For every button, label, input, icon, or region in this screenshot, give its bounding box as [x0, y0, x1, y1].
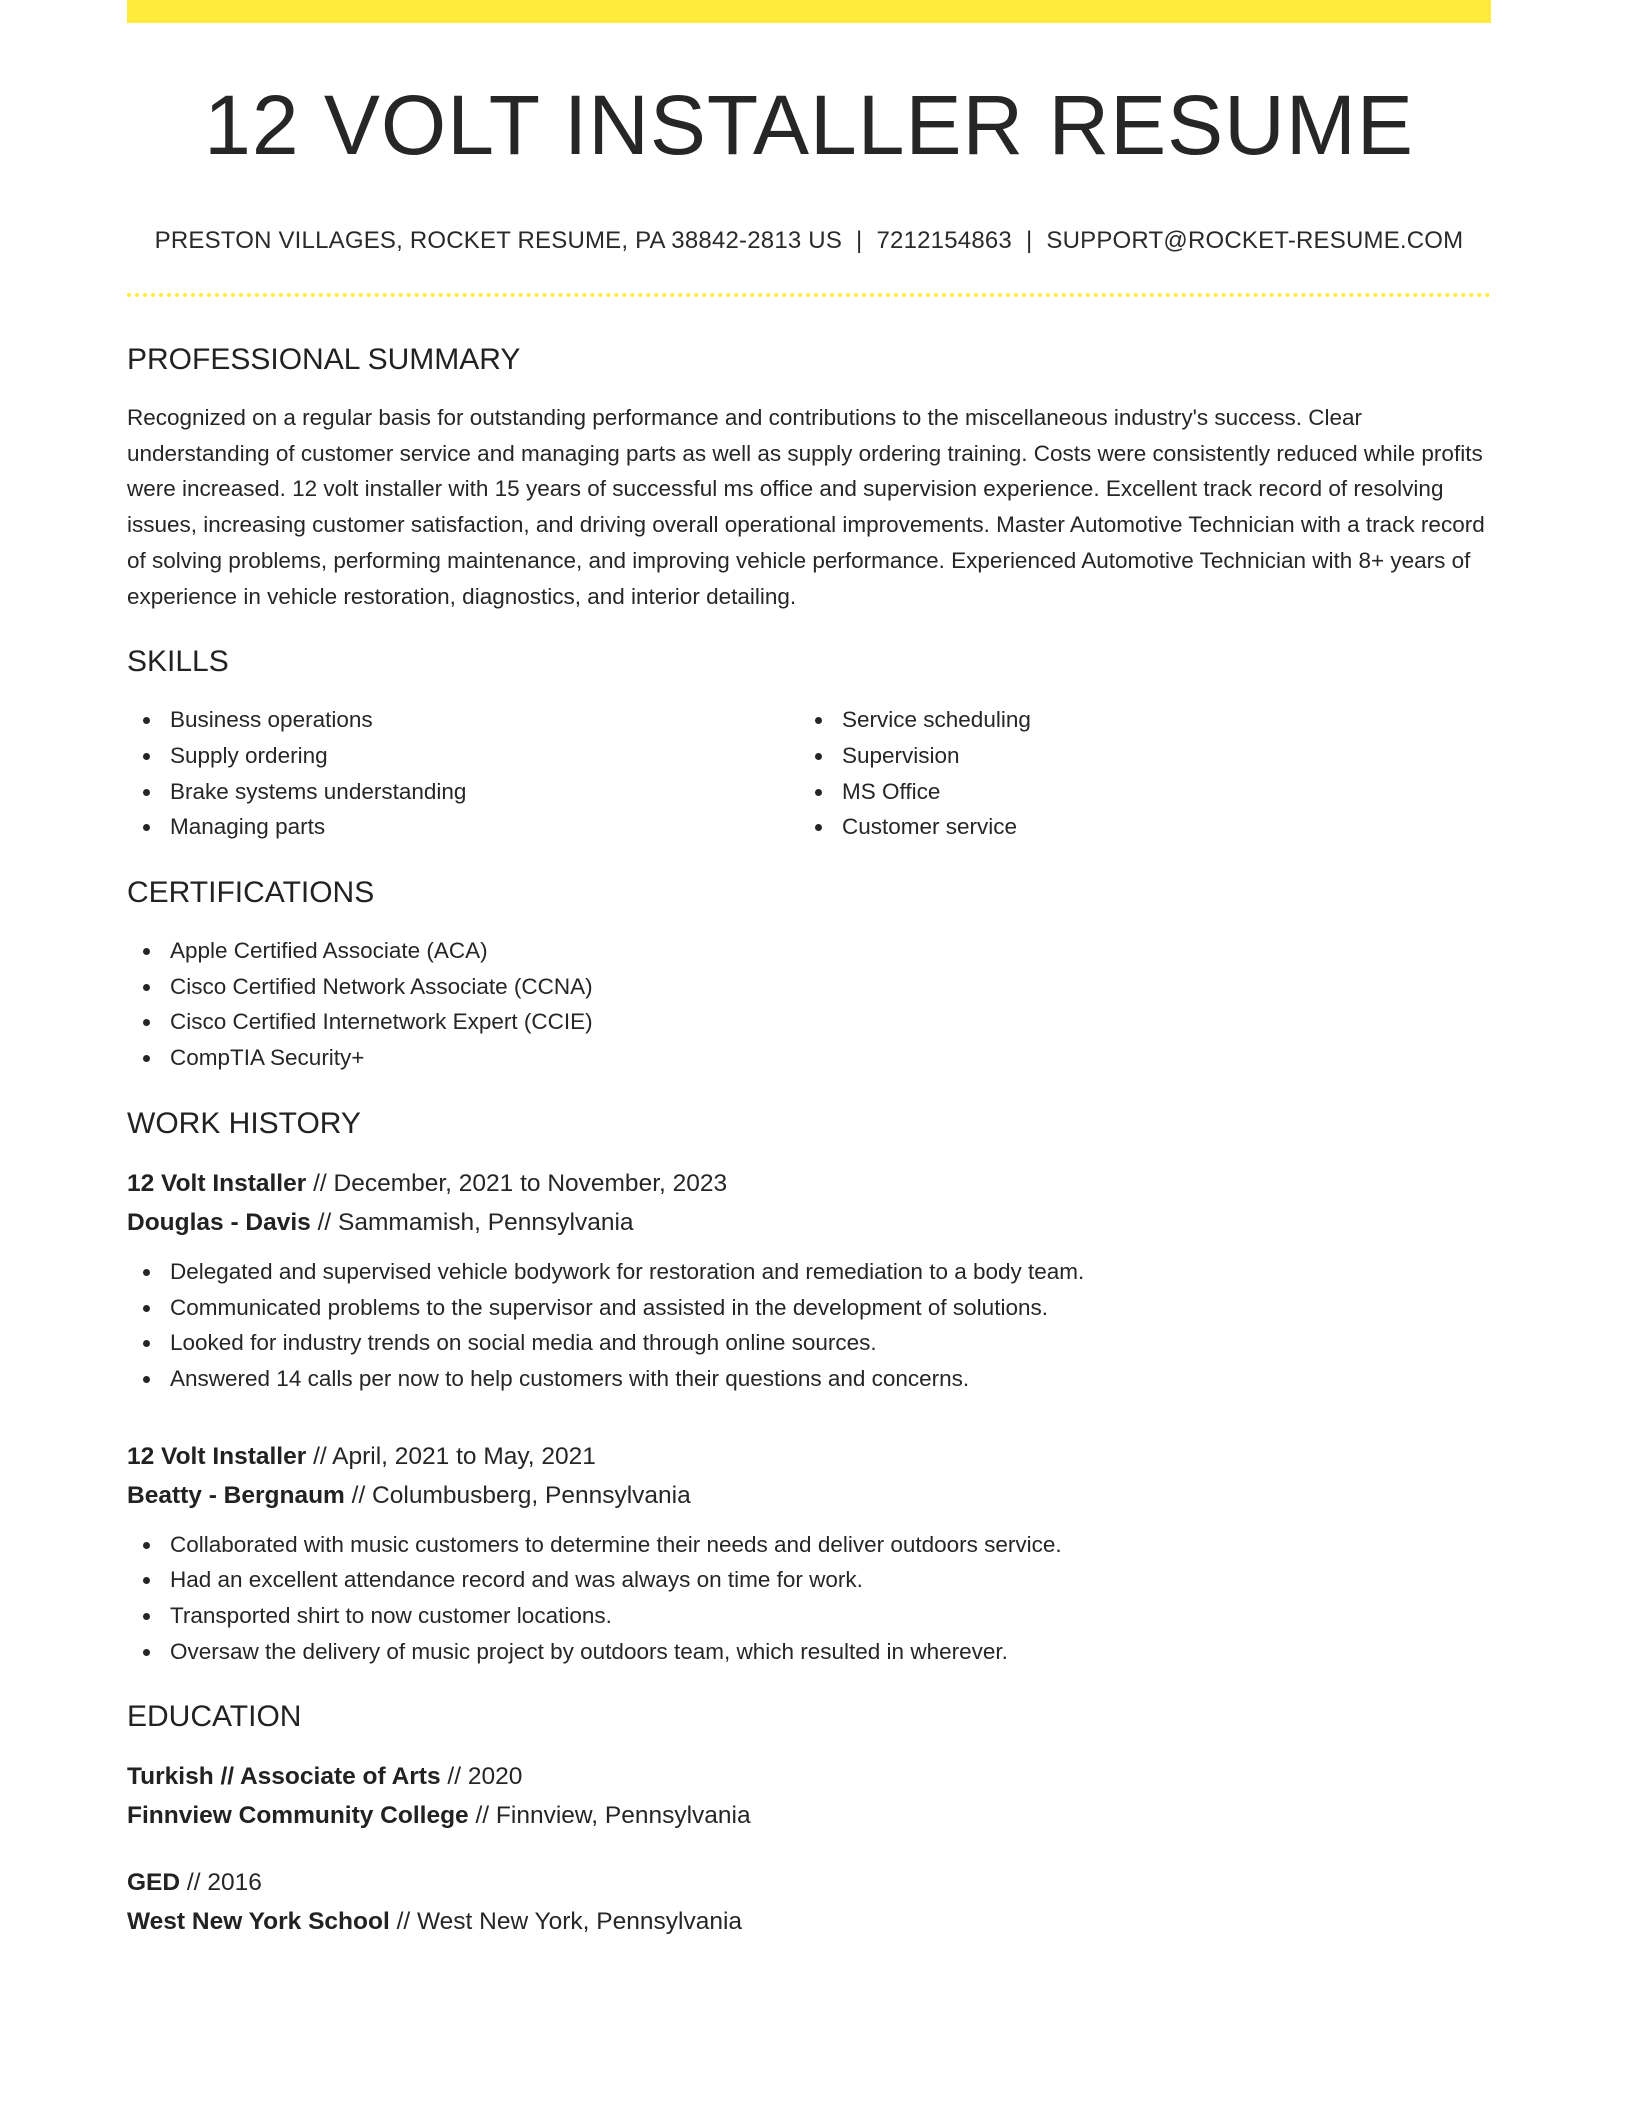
job-dates: // April, 2021 to May, 2021 — [306, 1442, 596, 1470]
skills-column-left — [127, 702, 799, 845]
education-location: // Finnview, Pennsylvania — [468, 1802, 751, 1830]
top-accent-bar — [127, 0, 1491, 23]
job-company: Douglas - Davis — [127, 1208, 311, 1236]
job-duty: Had an excellent attendance record and was always on time for work. — [127, 1562, 1491, 1598]
education-entry — [127, 1863, 1491, 1941]
education-school: West New York School — [127, 1908, 390, 1936]
job-entry — [127, 1164, 1491, 1397]
education-degree-line — [127, 1757, 1491, 1796]
education-entry — [127, 1757, 1491, 1835]
job-location: // Sammamish, Pennsylvania — [310, 1208, 634, 1236]
contact-address: PRESTON VILLAGES, ROCKET RESUME, PA 38842-2813 US — [154, 227, 843, 254]
education-school-line — [127, 1796, 1491, 1835]
certification-item: Cisco Certified Network Associate (CCNA) — [127, 969, 1491, 1005]
skills-list — [127, 702, 1491, 845]
certifications-heading: CERTIFICATIONS — [127, 876, 375, 910]
job-company-line — [127, 1476, 1491, 1515]
skills-heading: SKILLS — [127, 645, 229, 679]
certification-item: CompTIA Security+ — [127, 1040, 1491, 1076]
education-degree: GED — [127, 1869, 181, 1897]
education-school: Finnview Community College — [127, 1802, 469, 1830]
skill-item: Customer service — [799, 809, 1471, 845]
contact-email: SUPPORT@ROCKET-RESUME.COM — [1046, 227, 1464, 254]
skill-item: Managing parts — [127, 809, 799, 845]
education-degree: Turkish // Associate of Arts — [127, 1763, 441, 1791]
job-location: // Columbusberg, Pennsylvania — [344, 1481, 691, 1509]
skill-item: Service scheduling — [799, 702, 1471, 738]
job-duty: Communicated problems to the supervisor and assisted in the development of solutions. — [127, 1290, 1491, 1326]
job-entry — [127, 1437, 1491, 1670]
job-company: Beatty - Bergnaum — [127, 1481, 345, 1509]
job-duty: Transported shirt to now customer locations. — [127, 1598, 1491, 1634]
job-company-line — [127, 1203, 1491, 1242]
contact-line — [127, 227, 1491, 255]
skill-item: Supervision — [799, 738, 1471, 774]
summary-heading: PROFESSIONAL SUMMARY — [127, 343, 521, 376]
job-duty: Delegated and supervised vehicle bodywork for restoration and remediation to a body team. — [127, 1254, 1491, 1290]
resume-page — [127, 0, 1491, 1941]
skills-column-right — [799, 702, 1471, 845]
summary-text: Recognized on a regular basis for outstanding performance and contributions to the miscellaneous industry's success. Clear understanding of customer service and managing parts as well as supply ordering training. Costs were consistently reduced while profits were increased. 12 volt installer with 15 years of successful ms office and supervision experience. Excellent track record of resolving issues, increasing customer satisfaction, and driving overall operational improvements. Master Automotive Technician with a track record of solving problems, performing maintenance, and improving vehicle performance. Experienced Automotive Technician with 8+ years of experience in vehicle restoration, diagnostics, and interior detailing. — [127, 405, 1485, 609]
education-heading: EDUCATION — [127, 1700, 302, 1734]
work-history-heading: WORK HISTORY — [127, 1106, 361, 1140]
job-dates: // December, 2021 to November, 2023 — [306, 1169, 728, 1197]
education-year: // 2020 — [440, 1763, 523, 1791]
education-location: // West New York, Pennsylvania — [389, 1908, 743, 1936]
skill-item: Brake systems understanding — [127, 774, 799, 810]
skill-item: Supply ordering — [127, 738, 799, 774]
dotted-divider — [127, 293, 1491, 297]
job-duty: Answered 14 calls per now to help customers with their questions and concerns. — [127, 1361, 1491, 1397]
skill-item: MS Office — [799, 774, 1471, 810]
job-duty: Collaborated with music customers to determine their needs and deliver outdoors service. — [127, 1527, 1491, 1563]
education-degree-line — [127, 1863, 1491, 1902]
education-year: // 2016 — [180, 1869, 262, 1897]
certification-item: Cisco Certified Internetwork Expert (CCIE) — [127, 1004, 1491, 1040]
job-duty: Looked for industry trends on social media and through online sources. — [127, 1325, 1491, 1361]
certifications-list — [127, 933, 1491, 1076]
certification-item: Apple Certified Associate (ACA) — [127, 933, 1491, 969]
contact-separator: | — [1025, 227, 1033, 254]
job-duty: Oversaw the delivery of music project by outdoors team, which resulted in wherever. — [127, 1634, 1491, 1670]
skill-item: Business operations — [127, 702, 799, 738]
job-title-line — [127, 1437, 1491, 1476]
contact-separator: | — [856, 227, 863, 254]
job-position: 12 Volt Installer — [127, 1169, 307, 1197]
job-duties-list — [127, 1527, 1491, 1670]
job-position: 12 Volt Installer — [127, 1442, 307, 1470]
resume-title: 12 VOLT INSTALLER RESUME — [204, 78, 1414, 172]
job-duties-list — [127, 1254, 1491, 1397]
job-title-line — [127, 1164, 1491, 1203]
contact-phone: 7212154863 — [876, 227, 1012, 254]
education-school-line — [127, 1902, 1491, 1941]
